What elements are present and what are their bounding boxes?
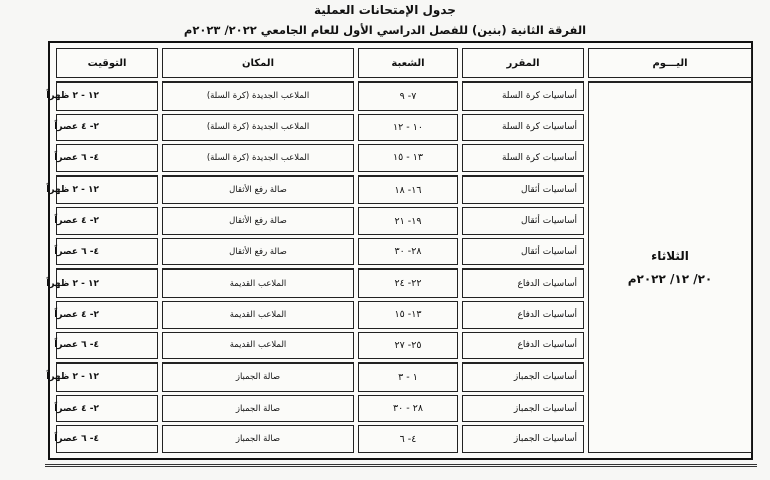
day-cell bbox=[588, 81, 752, 453]
course-cell: أساسيات أثقال bbox=[462, 175, 584, 205]
course-cell: أساسيات الجمباز bbox=[462, 395, 584, 423]
time-cell: ٢- ٤ عصراً bbox=[56, 395, 158, 423]
place-cell: الملاعب الجديدة (كرة السلة) bbox=[162, 81, 354, 111]
course-cell: أساسيات كرة السلة bbox=[462, 144, 584, 172]
course-cell: أساسيات الدفاع bbox=[462, 268, 584, 298]
place-cell: صالة الجمباز bbox=[162, 395, 354, 423]
section-cell: ٢٨- ٣٠ bbox=[358, 238, 458, 266]
header-section: الشعبة bbox=[358, 48, 458, 78]
place-cell: الملاعب الجديدة (كرة السلة) bbox=[162, 114, 354, 142]
time-cell: ١٢ - ٢ ظهراً bbox=[56, 268, 158, 298]
header-row bbox=[56, 48, 752, 78]
footer-divider bbox=[45, 464, 757, 467]
place-cell: الملاعب القديمة bbox=[162, 268, 354, 298]
section-cell: ١٦- ١٨ bbox=[358, 175, 458, 205]
section-cell: ٢٢- ٢٤ bbox=[358, 268, 458, 298]
exam-schedule-table bbox=[46, 45, 756, 456]
section-cell: ٢٥- ٢٧ bbox=[358, 332, 458, 360]
course-cell: أساسيات الدفاع bbox=[462, 301, 584, 329]
day-date: ٢٠/ ١٢/ ٢٠٢٢م bbox=[627, 271, 713, 286]
header-course: المقرر bbox=[462, 48, 584, 78]
place-cell: الملاعب القديمة bbox=[162, 332, 354, 360]
section-cell: ١٣- ١٥ bbox=[358, 301, 458, 329]
place-cell: الملاعب الجديدة (كرة السلة) bbox=[162, 144, 354, 172]
time-cell: ٤- ٦ عصراً bbox=[56, 238, 158, 266]
time-cell: ١٢ - ٢ ظهراً bbox=[56, 362, 158, 392]
header-day: اليـــوم bbox=[588, 48, 752, 78]
section-cell: ٢٨ - ٣٠ bbox=[358, 395, 458, 423]
time-cell: ٤- ٦ عصراً bbox=[56, 144, 158, 172]
course-cell: أساسيات كرة السلة bbox=[462, 81, 584, 111]
course-cell: أساسيات الجمباز bbox=[462, 425, 584, 453]
time-cell: ٢- ٤ عصراً bbox=[56, 114, 158, 142]
place-cell: صالة الجمباز bbox=[162, 425, 354, 453]
time-cell: ٤- ٦ عصراً bbox=[56, 425, 158, 453]
header-time: التوقيت bbox=[56, 48, 158, 78]
place-cell: صالة الجمباز bbox=[162, 362, 354, 392]
time-cell: ٤- ٦ عصراً bbox=[56, 332, 158, 360]
place-cell: صالة رفع الأثقال bbox=[162, 238, 354, 266]
time-cell: ٢- ٤ عصراً bbox=[56, 301, 158, 329]
day-name: الثلاثاء bbox=[651, 248, 689, 263]
section-cell: ٧- ٩ bbox=[358, 81, 458, 111]
section-cell: ١٩- ٢١ bbox=[358, 207, 458, 235]
section-cell: ١ - ٣ bbox=[358, 362, 458, 392]
section-cell: ٤- ٦ bbox=[358, 425, 458, 453]
time-cell: ٢- ٤ عصراً bbox=[56, 207, 158, 235]
course-cell: أساسيات أثقال bbox=[462, 207, 584, 235]
page-title: جدول الإمتحانات العملية bbox=[314, 3, 456, 17]
time-cell: ١٢ - ٢ ظهراً bbox=[56, 81, 158, 111]
place-cell: صالة رفع الأثقال bbox=[162, 175, 354, 205]
course-cell: أساسيات الدفاع bbox=[462, 332, 584, 360]
table-row bbox=[56, 81, 752, 111]
place-cell: صالة رفع الأثقال bbox=[162, 207, 354, 235]
header-place: المكان bbox=[162, 48, 354, 78]
section-cell: ١٣ - ١٥ bbox=[358, 144, 458, 172]
place-cell: الملاعب القديمة bbox=[162, 301, 354, 329]
course-cell: أساسيات كرة السلة bbox=[462, 114, 584, 142]
section-cell: ١٠ - ١٢ bbox=[358, 114, 458, 142]
page-subtitle: الفرقة الثانية (بنين) للفصل الدراسي الأول للعام الجامعي ٢٠٢٢/ ٢٠٢٣م bbox=[183, 23, 587, 37]
time-cell: ١٢ - ٢ ظهراً bbox=[56, 175, 158, 205]
course-cell: أساسيات الجمباز bbox=[462, 362, 584, 392]
schedule-body bbox=[46, 81, 752, 453]
course-cell: أساسيات أثقال bbox=[462, 238, 584, 266]
